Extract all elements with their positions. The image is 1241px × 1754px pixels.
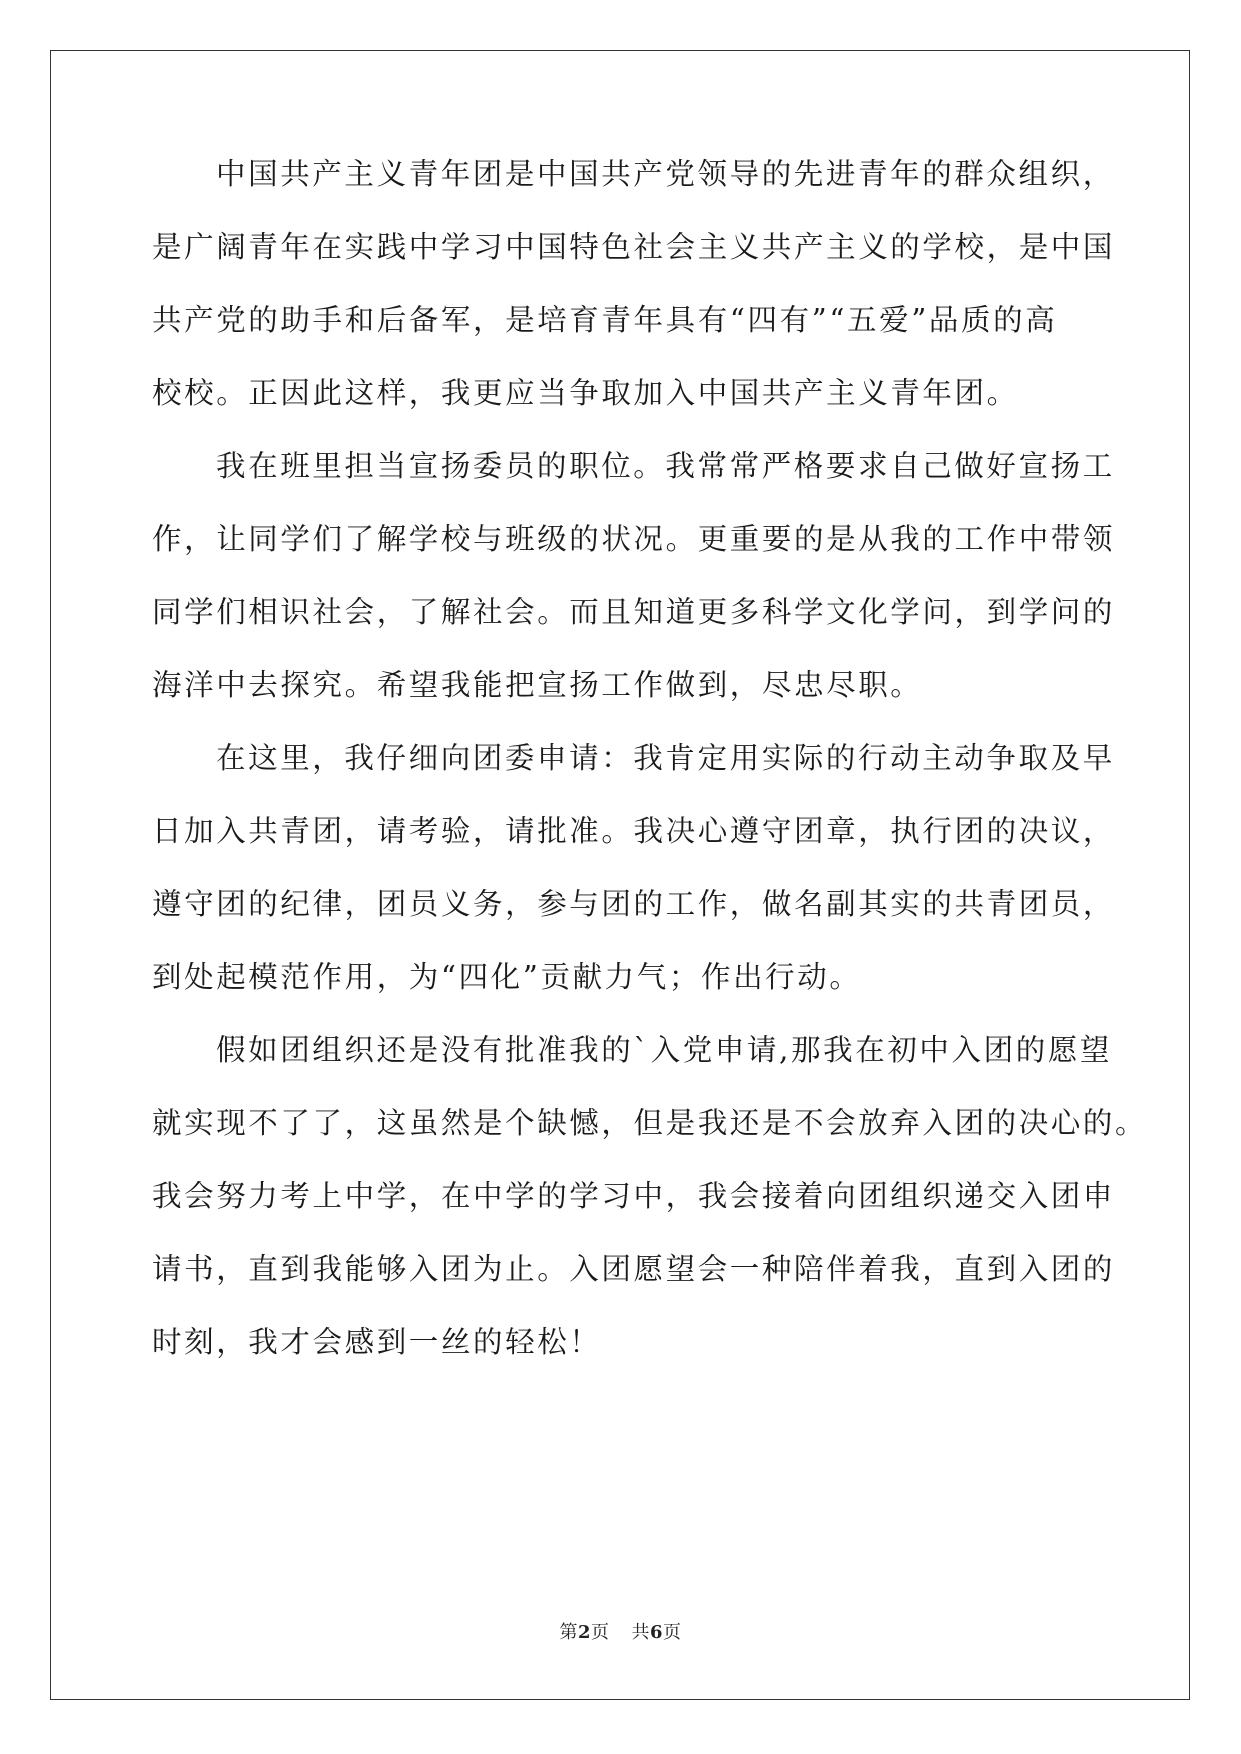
page-number: 2	[577, 1622, 591, 1643]
text-line: 校校。正因此这样，我更应当争取加入中国共产主义青年团。	[152, 376, 1019, 410]
total-suffix: 页	[663, 1622, 682, 1643]
text-line: 日加入共青团，请考验，请批准。我决心遵守团章，执行团的决议，	[152, 814, 1116, 848]
total-pages: 6	[650, 1622, 664, 1643]
text-line: 到处起模范作用，为“四化”贡献力气；作出行动。	[152, 960, 862, 994]
text-line: 我会努力考上中学，在中学的学习中，我会接着向团组织递交入团申	[152, 1179, 1116, 1213]
total-label	[632, 1622, 682, 1643]
paragraph-3	[152, 722, 1116, 1014]
text-line: 作，让同学们了解学校与班级的状况。更重要的是从我的工作中带领	[152, 522, 1116, 556]
paragraph-4	[152, 1014, 1148, 1379]
page-footer	[0, 1618, 1241, 1644]
text-line: 遵守团的纪律，团员义务，参与团的工作，做名副其实的共青团员，	[152, 887, 1116, 921]
page-prefix: 第	[559, 1622, 578, 1643]
page-suffix: 页	[591, 1622, 610, 1643]
text-line: 时刻，我才会感到一丝的轻松！	[152, 1325, 602, 1359]
text-line: 请书，直到我能够入团为止。入团愿望会一种陪伴着我，直到入团的	[152, 1252, 1116, 1286]
text-line: 中国共产主义青年团是中国共产党领导的先进青年的群众组织，	[216, 157, 1115, 191]
text-line: 是广阔青年在实践中学习中国特色社会主义共产主义的学校，是中国	[152, 230, 1116, 264]
paragraph-2	[152, 430, 1116, 722]
text-line: 海洋中去探究。希望我能把宣扬工作做到，尽忠尽职。	[152, 668, 923, 702]
text-line: 假如团组织还是没有批准我的`入党申请,那我在初中入团的愿望	[216, 1033, 1113, 1067]
text-line: 我在班里担当宣扬委员的职位。我常常严格要求自己做好宣扬工	[216, 449, 1115, 483]
paragraph-1	[152, 138, 1116, 430]
text-line: 共产党的助手和后备军，是培育青年具有“四有”“五爱”品质的高	[152, 303, 1058, 337]
text-line: 在这里，我仔细向团委申请：我肯定用实际的行动主动争取及早	[216, 741, 1115, 775]
document-body	[152, 138, 1148, 1379]
page-label	[559, 1622, 609, 1643]
text-line: 就实现不了了，这虽然是个缺憾，但是我还是不会放弃入团的决心的。	[152, 1106, 1148, 1140]
text-line: 同学们相识社会，了解社会。而且知道更多科学文化学问，到学问的	[152, 595, 1116, 629]
total-prefix: 共	[631, 1622, 650, 1643]
